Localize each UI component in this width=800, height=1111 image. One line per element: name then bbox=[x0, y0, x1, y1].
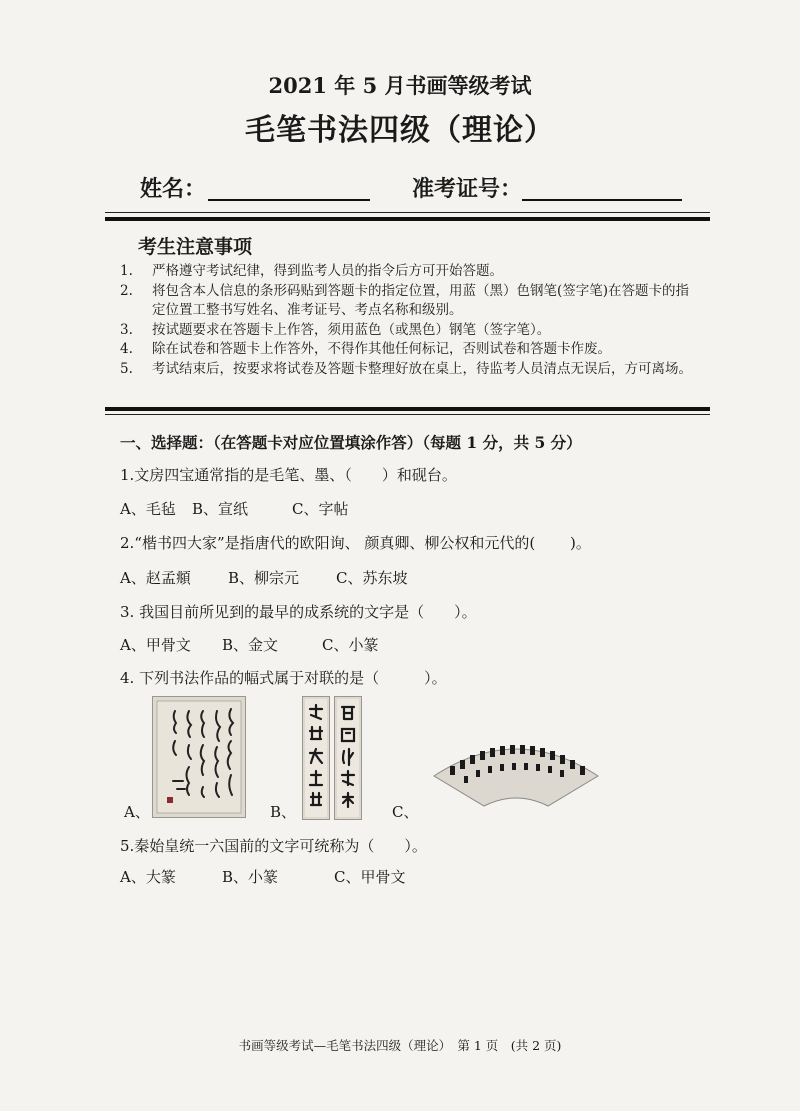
option-c[interactable]: C、小篆 bbox=[322, 636, 379, 654]
page-footer: 书画等级考试—毛笔书法四级（理论） 第 1 页 (共 2 页) bbox=[238, 1038, 562, 1053]
notice-item-number: 2. bbox=[120, 282, 133, 299]
exam-subtitle: 毛笔书法四级（理论） bbox=[245, 113, 555, 148]
notice-item bbox=[120, 340, 700, 360]
notice-item bbox=[120, 282, 700, 321]
question-2-stem: 2.“楷书四大家”是指唐代的欧阳询、 颜真卿、柳公权和元代的( )。 bbox=[120, 534, 591, 552]
notice-item-text: 除在试卷和答题卡上作答外，不得作其他任何标记，否则试卷和答题卡作废。 bbox=[152, 341, 611, 357]
fan-calligraphy-graphic bbox=[430, 736, 602, 810]
calligraphy-scroll-graphic bbox=[153, 697, 245, 817]
divider-top-thick bbox=[105, 217, 710, 221]
option-c[interactable]: C、字帖 bbox=[292, 500, 349, 518]
name-field-line[interactable] bbox=[208, 199, 370, 201]
notice-item bbox=[120, 321, 700, 341]
notice-item-text: 严格遵守考试纪律，得到监考人员的指令后方可开始答题。 bbox=[152, 263, 503, 279]
question-2-options bbox=[120, 567, 407, 588]
exam-id-field-line[interactable] bbox=[522, 199, 682, 201]
option-b[interactable]: B、柳宗元 bbox=[228, 569, 300, 587]
couplet-left-image[interactable] bbox=[302, 696, 330, 820]
notice-item-text: 将包含本人信息的条形码贴到答题卡的指定位置，用蓝（黑）色钢笔(签字笔)在答题卡的指定位置工整书写姓名、准考证号、考点名称和级别。 bbox=[152, 282, 690, 318]
option-c[interactable]: C、 bbox=[392, 803, 419, 821]
divider-mid-thick bbox=[105, 407, 710, 411]
notice-item-number: 4. bbox=[120, 341, 133, 357]
question-1-options bbox=[120, 498, 348, 519]
exam-id-label: 准考证号： bbox=[412, 176, 523, 202]
section-heading: 一、选择题：（在答题卡对应位置填涂作答）（每题 1 分，共 5 分） bbox=[120, 433, 582, 452]
option-a[interactable]: A、毛毡 bbox=[120, 500, 176, 518]
notice-item-text: 按试题要求在答题卡上作答，须用蓝色（或黑色）钢笔（签字笔）。 bbox=[152, 321, 551, 338]
option-a[interactable]: A、大篆 bbox=[120, 868, 176, 886]
calligraphy-scroll-image[interactable] bbox=[152, 696, 246, 818]
divider-top-thin bbox=[105, 212, 710, 213]
notice-list bbox=[120, 262, 700, 379]
option-b[interactable]: B、金文 bbox=[222, 636, 279, 654]
notice-item-text: 考试结束后，按要求将试卷及答题卡整理好放在桌上，待监考人员清点无误后，方可离场。 bbox=[152, 360, 692, 377]
option-c[interactable]: C、甲骨文 bbox=[334, 868, 406, 886]
notice-title: 考生注意事项 bbox=[138, 236, 253, 258]
name-label: 姓名： bbox=[140, 176, 207, 202]
option-b[interactable]: B、小篆 bbox=[222, 868, 279, 886]
notice-item-number: 3. bbox=[120, 321, 133, 338]
question-4-stem: 4. 下列书法作品的幅式属于对联的是（ ）。 bbox=[120, 669, 447, 687]
option-a[interactable]: A、 bbox=[124, 803, 150, 821]
couplet-right-image[interactable] bbox=[334, 696, 362, 820]
notice-item bbox=[120, 360, 700, 380]
question-3-options bbox=[120, 634, 378, 655]
exam-title: 2021 年 5 月书画等级考试 bbox=[268, 73, 532, 98]
option-c[interactable]: C、苏东坡 bbox=[336, 569, 408, 587]
couplet-left-graphic bbox=[303, 697, 329, 819]
question-3-stem: 3. 我国目前所见到的最早的成系统的文字是（ ）。 bbox=[120, 603, 477, 621]
option-b[interactable]: B、宣纸 bbox=[192, 500, 249, 518]
question-5-options bbox=[120, 866, 405, 887]
option-a[interactable]: A、甲骨文 bbox=[120, 636, 191, 654]
notice-item-number: 1. bbox=[120, 263, 133, 279]
question-1-stem: 1.文房四宝通常指的是毛笔、墨、（ ）和砚台。 bbox=[120, 466, 457, 484]
fan-calligraphy-image[interactable] bbox=[430, 736, 602, 810]
notice-item bbox=[120, 262, 700, 282]
option-b[interactable]: B、 bbox=[270, 803, 297, 821]
option-a[interactable]: A、赵孟頫 bbox=[120, 569, 191, 587]
couplet-right-graphic bbox=[335, 697, 361, 819]
question-5-stem: 5.秦始皇统一六国前的文字可统称为（ ）。 bbox=[120, 837, 427, 855]
divider-mid-thin bbox=[105, 414, 710, 415]
notice-item-number: 5. bbox=[120, 360, 133, 377]
